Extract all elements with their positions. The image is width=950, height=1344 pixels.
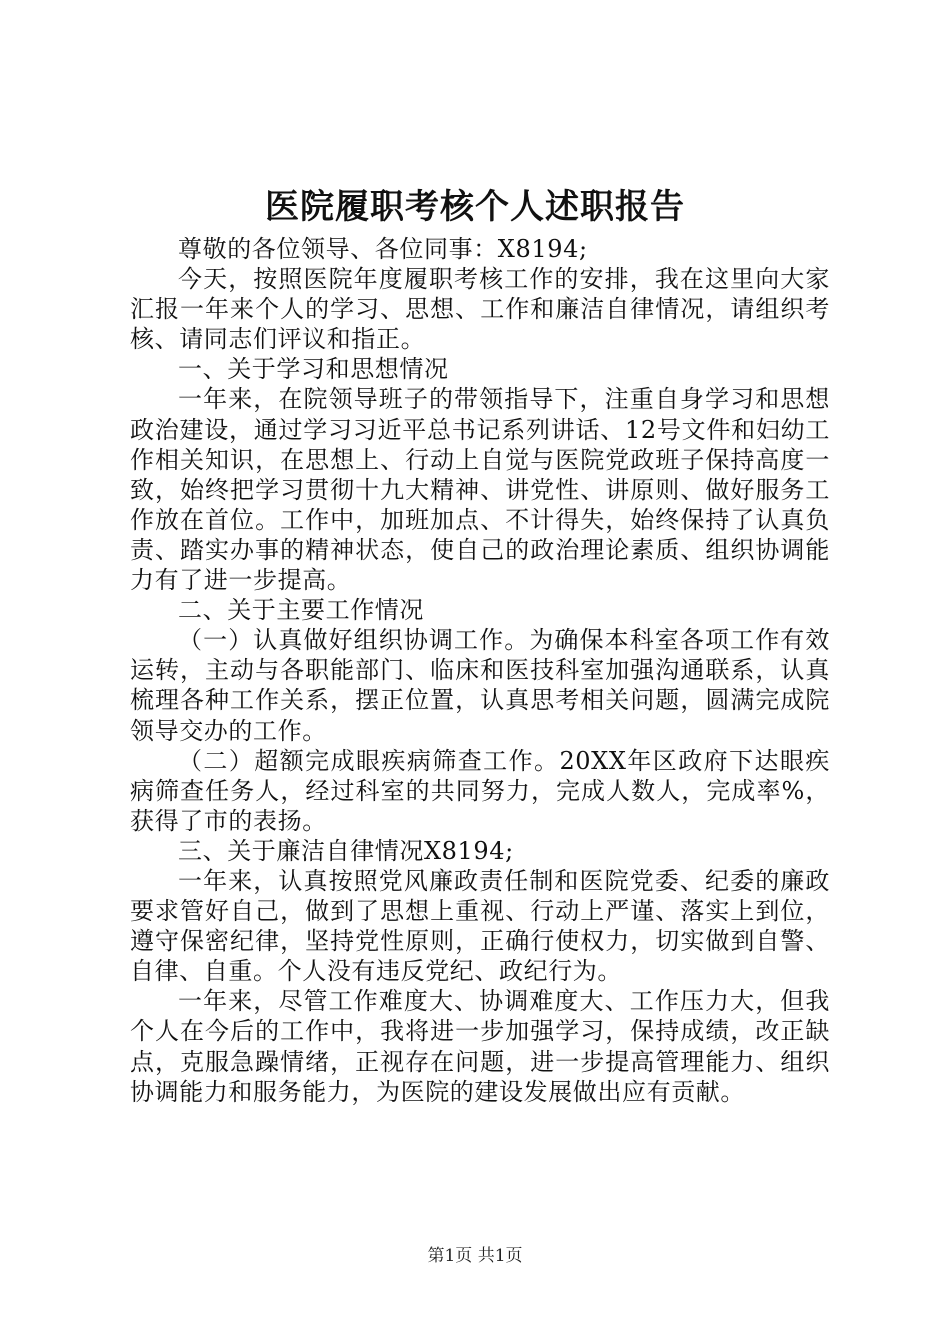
study-paragraph: 一年来，在院领导班子的带领指导下，注重自身学习和思想政治建设，通过学习习近平总书记系列讲话、12号文件和妇幼工作相关知识，在思想上、行动上自觉与医院党政班子保持高度一致，始终把学习贯彻十九大精神、讲党性、讲原则、做好服务工作放在首位。工作中，加班加点、不计得失，始终保持了认真负责、踏实办事的精神状态，使自己的政治理论素质、组织协调能力有了进一步提高。 — [130, 385, 830, 595]
document-body — [130, 234, 830, 1107]
integrity-paragraph: 一年来，认真按照党风廉政责任制和医院党委、纪委的廉政要求管好自己，做到了思想上重视、行动上严谨、落实上到位，遵守保密纪律，坚持党性原则，正确行使权力，切实做到自警、自律、自重。个人没有违反党纪、政纪行为。 — [130, 866, 830, 986]
closing-paragraph: 一年来，尽管工作难度大、协调难度大、工作压力大，但我个人在今后的工作中，我将进一步加强学习，保持成绩，改正缺点，克服急躁情绪，正视存在问题，进一步提高管理能力、组织协调能力和服务能力，为医院的建设发展做出应有贡献。 — [130, 987, 830, 1106]
page-number-footer: 第1页 共1页 — [427, 1246, 523, 1266]
work-item-paragraph: （二）超额完成眼疾病筛查工作。20XX年区政府下达眼疾病筛查任务人，经过科室的共同努力，完成人数人，完成率%，获得了市的表扬。 — [130, 746, 830, 835]
section-heading-work: 二、关于主要工作情况 — [178, 596, 424, 625]
section-heading-study: 一、关于学习和思想情况 — [178, 355, 449, 384]
section-heading-integrity: 三、关于廉洁自律情况X8194; — [178, 836, 514, 865]
page-title: 医院履职考核个人述职报告 — [265, 187, 685, 227]
work-item-paragraph: （一）认真做好组织协调工作。为确保本科室各项工作有效运转，主动与各职能部门、临床和医技科室加强沟通联系，认真梳理各种工作关系，摆正位置，认真思考相关问题，圆满完成院领导交办的工作。 — [130, 626, 830, 745]
intro-paragraph: 今天，按照医院年度履职考核工作的安排，我在这里向大家汇报一年来个人的学习、思想、工作和廉洁自律情况，请组织考核、请同志们评议和指正。 — [130, 265, 830, 354]
salutation-paragraph: 尊敬的各位领导、各位同事：X8194; — [178, 235, 588, 263]
